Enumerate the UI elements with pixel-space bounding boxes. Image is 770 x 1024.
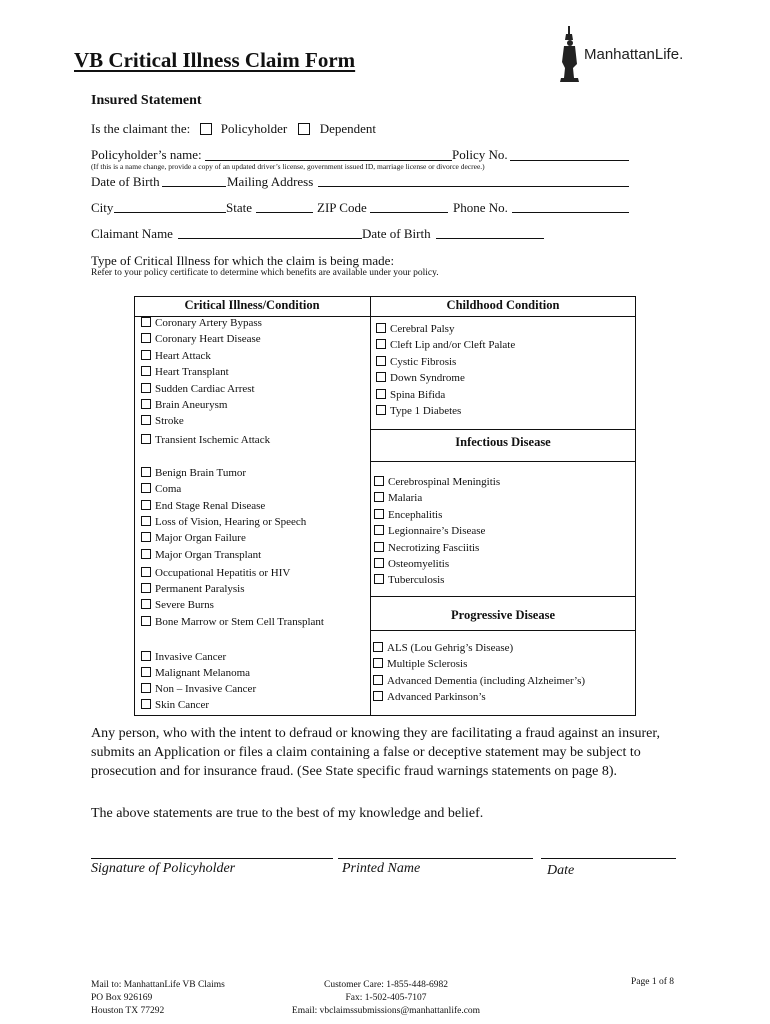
condition-item xyxy=(141,483,181,495)
condition-label: Stroke xyxy=(155,415,184,428)
condition-checkbox[interactable] xyxy=(141,651,151,661)
signature-field[interactable] xyxy=(91,858,333,859)
condition-label: Encephalitis xyxy=(388,508,443,521)
mailing-info xyxy=(91,979,225,1018)
claimant-type-row xyxy=(91,121,376,137)
condition-label: Type 1 Diabetes xyxy=(390,405,462,417)
condition-checkbox[interactable] xyxy=(141,532,151,542)
condition-item xyxy=(374,558,449,570)
condition-label: Multiple Sclerosis xyxy=(387,658,468,671)
condition-checkbox[interactable] xyxy=(376,405,386,415)
dob-field[interactable] xyxy=(162,186,226,187)
condition-item xyxy=(374,574,444,586)
printed-name-field[interactable] xyxy=(338,858,533,859)
condition-item xyxy=(141,516,306,528)
condition-checkbox[interactable] xyxy=(141,317,151,327)
infectious-top-rule xyxy=(370,429,636,430)
mail-line-2: PO Box 926169 xyxy=(91,993,153,1003)
condition-item xyxy=(376,323,454,335)
condition-label: Benign Brain Tumor xyxy=(155,467,247,479)
condition-item xyxy=(141,399,227,411)
city-label: City xyxy=(91,200,114,215)
infectious-header-rule xyxy=(370,461,636,462)
condition-checkbox[interactable] xyxy=(141,699,151,709)
condition-checkbox[interactable] xyxy=(376,323,386,333)
condition-label: Cerebral Palsy xyxy=(390,323,455,335)
condition-item xyxy=(373,642,513,654)
page-number: Page 1 of 8 xyxy=(631,977,675,987)
condition-item xyxy=(374,476,500,488)
city-field[interactable] xyxy=(114,212,226,213)
zip-field[interactable] xyxy=(370,212,448,213)
mail-line-1: Mail to: ManhattanLife VB Claims xyxy=(91,980,225,990)
condition-item xyxy=(374,542,479,554)
condition-label: ALS (Lou Gehrig’s Disease) xyxy=(387,642,514,654)
condition-label: Major Organ Transplant xyxy=(155,548,262,561)
condition-item xyxy=(141,583,245,595)
condition-item xyxy=(141,415,184,427)
claimant-label: Is the claimant the: xyxy=(91,121,191,136)
condition-checkbox[interactable] xyxy=(374,558,384,568)
care-line-2: Fax: 1-502-405-7107 xyxy=(345,993,427,1003)
condition-checkbox[interactable] xyxy=(374,492,384,502)
phone-field[interactable] xyxy=(512,212,629,213)
condition-label: Malaria xyxy=(388,492,423,505)
mailing-address-field[interactable] xyxy=(318,186,629,187)
condition-label: Bone Marrow or Stem Cell Transplant xyxy=(155,615,324,628)
statue-of-liberty-icon xyxy=(556,24,582,84)
condition-checkbox[interactable] xyxy=(376,372,386,382)
condition-item xyxy=(141,549,261,561)
condition-item xyxy=(374,509,442,521)
condition-label: Brain Aneurysm xyxy=(155,399,228,411)
state-field[interactable] xyxy=(256,212,313,213)
condition-item xyxy=(141,383,255,395)
condition-checkbox[interactable] xyxy=(374,574,384,584)
condition-label: Coronary Heart Disease xyxy=(155,333,261,346)
condition-item xyxy=(141,317,262,329)
condition-item xyxy=(374,525,485,537)
policy-no-field[interactable] xyxy=(510,160,629,161)
condition-checkbox[interactable] xyxy=(141,599,151,609)
condition-checkbox[interactable] xyxy=(374,509,384,519)
condition-checkbox[interactable] xyxy=(373,675,383,685)
condition-checkbox[interactable] xyxy=(141,567,151,577)
condition-checkbox[interactable] xyxy=(141,483,151,493)
condition-label: Cleft Lip and/or Cleft Palate xyxy=(390,339,516,352)
condition-checkbox[interactable] xyxy=(141,333,151,343)
table-divider xyxy=(370,296,371,716)
condition-item xyxy=(141,532,246,544)
customer-care-info xyxy=(276,979,496,1018)
condition-item xyxy=(376,389,445,401)
condition-item xyxy=(141,567,290,579)
condition-checkbox[interactable] xyxy=(373,691,383,701)
condition-checkbox[interactable] xyxy=(141,667,151,677)
progressive-header-rule xyxy=(370,630,636,631)
condition-item xyxy=(141,616,324,628)
condition-label: Transient Ischemic Attack xyxy=(155,434,271,446)
condition-label: Coronary Artery Bypass xyxy=(155,317,262,329)
condition-checkbox[interactable] xyxy=(141,467,151,477)
condition-label: Necrotizing Fasciitis xyxy=(388,541,480,554)
condition-label: Osteomyelitis xyxy=(388,558,450,570)
condition-checkbox[interactable] xyxy=(141,583,151,593)
condition-checkbox[interactable] xyxy=(376,389,386,399)
condition-item xyxy=(141,699,209,711)
childhood-header: Childhood Condition xyxy=(446,298,560,312)
infectious-header: Infectious Disease xyxy=(455,435,551,449)
illness-question: Type of Critical Illness for which the claim is being made: xyxy=(91,253,395,268)
condition-label: End Stage Renal Disease xyxy=(155,499,266,512)
condition-checkbox[interactable] xyxy=(141,683,151,693)
condition-item xyxy=(141,350,211,362)
condition-label: Severe Burns xyxy=(155,599,214,612)
condition-label: Major Organ Failure xyxy=(155,532,246,545)
condition-label: Invasive Cancer xyxy=(155,651,227,663)
signature-label: Signature of Policyholder xyxy=(91,861,236,876)
condition-label: Loss of Vision, Hearing or Speech xyxy=(155,515,307,528)
fraud-warning: Any person, who with the intent to defraud or knowing they are facilitating a fraud against an insurer, submits an Application or files a claim containing a false or deceptive statement may be subject to prosecution and for insurance fraud. (See State specific fraud warnings statements on page 8). xyxy=(91,726,660,779)
attestation: The above statements are true to the best of my knowledge and belief. xyxy=(91,806,484,821)
condition-checkbox[interactable] xyxy=(141,383,151,393)
printed-name-label: Printed Name xyxy=(342,861,421,876)
condition-label: Legionnaire’s Disease xyxy=(388,525,486,538)
condition-item xyxy=(141,667,250,679)
condition-checkbox[interactable] xyxy=(374,525,384,535)
condition-item xyxy=(376,339,515,351)
condition-checkbox[interactable] xyxy=(141,434,151,444)
condition-label: Tuberculosis xyxy=(388,574,445,587)
condition-item xyxy=(376,356,456,368)
form-title: VB Critical Illness Claim Form xyxy=(74,48,356,72)
condition-checkbox[interactable] xyxy=(141,415,151,425)
mailing-address-label: Mailing Address xyxy=(227,174,314,189)
condition-checkbox[interactable] xyxy=(141,399,151,409)
condition-label: Cerebrospinal Meningitis xyxy=(388,476,501,488)
condition-label: Heart Transplant xyxy=(155,366,229,379)
mail-line-3: Houston TX 77292 xyxy=(91,1006,165,1016)
logo-text: ManhattanLife. xyxy=(584,46,684,63)
phone-label: Phone No. xyxy=(453,200,508,215)
state-label: State xyxy=(226,200,252,215)
condition-label: Heart Attack xyxy=(155,349,211,362)
section-title: Insured Statement xyxy=(91,93,202,108)
policyholder-checkbox[interactable] xyxy=(200,123,212,135)
condition-item xyxy=(141,434,270,446)
condition-label: Permanent Paralysis xyxy=(155,583,245,596)
condition-item xyxy=(376,405,461,417)
condition-checkbox[interactable] xyxy=(376,339,386,349)
zip-label: ZIP Code xyxy=(317,200,367,215)
condition-label: Occupational Hepatitis or HIV xyxy=(155,566,291,579)
date-label: Date xyxy=(547,863,575,878)
condition-label: Coma xyxy=(155,483,182,496)
care-line-3: Email: vbclaimssubmissions@manhattanlife.com xyxy=(291,1006,481,1016)
condition-item xyxy=(141,467,246,479)
condition-item xyxy=(141,599,214,611)
condition-label: Sudden Cardiac Arrest xyxy=(155,382,255,395)
claimant-dob-label: Date of Birth xyxy=(362,226,431,241)
condition-item xyxy=(141,366,229,378)
condition-checkbox[interactable] xyxy=(376,356,386,366)
condition-label: Skin Cancer xyxy=(155,699,210,711)
illness-note: Refer to your policy certificate to determine which benefits are available under your policy. xyxy=(91,268,439,278)
condition-item xyxy=(374,492,422,504)
condition-checkbox[interactable] xyxy=(373,642,383,652)
progressive-header: Progressive Disease xyxy=(450,608,556,622)
condition-item xyxy=(141,683,256,695)
condition-checkbox[interactable] xyxy=(141,350,151,360)
condition-item xyxy=(373,691,486,703)
claimant-name-label: Claimant Name xyxy=(91,226,173,241)
condition-label: Non – Invasive Cancer xyxy=(155,683,257,695)
condition-item xyxy=(141,333,261,345)
condition-checkbox[interactable] xyxy=(141,500,151,510)
policy-no-label: Policy No. xyxy=(452,147,508,162)
condition-checkbox[interactable] xyxy=(141,549,151,559)
condition-item xyxy=(141,500,265,512)
dependent-label: Dependent xyxy=(319,121,377,136)
condition-item xyxy=(141,651,226,663)
condition-label: Advanced Parkinson’s xyxy=(387,691,486,704)
claimant-dob-field[interactable] xyxy=(436,238,544,239)
date-field[interactable] xyxy=(541,858,676,859)
dob-label: Date of Birth xyxy=(91,174,160,189)
condition-checkbox[interactable] xyxy=(141,516,151,526)
progressive-top-rule xyxy=(370,596,636,597)
condition-checkbox[interactable] xyxy=(141,616,151,626)
condition-checkbox[interactable] xyxy=(374,542,384,552)
condition-item xyxy=(376,372,465,384)
policyholder-name-label: Policyholder’s name: xyxy=(91,147,202,162)
condition-item xyxy=(373,658,467,670)
condition-checkbox[interactable] xyxy=(141,366,151,376)
manhattanlife-logo xyxy=(556,24,706,84)
critical-illness-header: Critical Illness/Condition xyxy=(184,298,320,312)
condition-item xyxy=(373,675,585,687)
policyholder-label: Policyholder xyxy=(220,121,288,136)
condition-checkbox[interactable] xyxy=(373,658,383,668)
condition-label: Advanced Dementia (including Alzheimer’s) xyxy=(387,674,586,687)
care-line-1: Customer Care: 1-855-448-6982 xyxy=(323,980,448,990)
dependent-checkbox[interactable] xyxy=(298,123,310,135)
name-change-note: (If this is a name change, provide a copy of an updated driver’s license, government issued ID, marriage license or divorce decree.) xyxy=(91,162,485,171)
condition-checkbox[interactable] xyxy=(374,476,384,486)
claimant-name-field[interactable] xyxy=(178,238,362,239)
condition-label: Cystic Fibrosis xyxy=(390,355,457,368)
condition-label: Down Syndrome xyxy=(390,372,465,385)
condition-label: Malignant Melanoma xyxy=(155,667,251,679)
policyholder-name-field[interactable] xyxy=(205,160,452,161)
condition-label: Spina Bifida xyxy=(390,388,446,401)
